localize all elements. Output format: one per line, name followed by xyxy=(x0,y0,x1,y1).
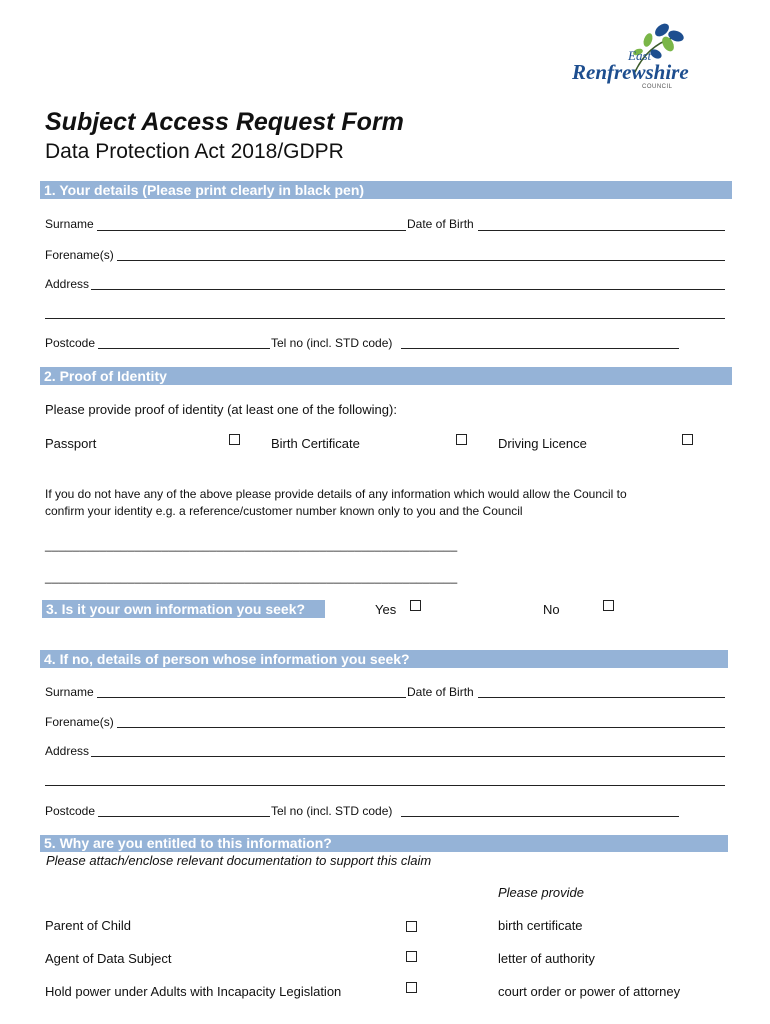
proof-intro: Please provide proof of identity (at least one of the following): xyxy=(45,402,397,417)
own-info-no-checkbox[interactable] xyxy=(603,600,614,611)
own-info-yes-label: Yes xyxy=(375,602,397,617)
alt-id-blank-2[interactable]: ____________________________________________________________ xyxy=(45,570,458,584)
please-provide-heading: Please provide xyxy=(498,885,584,900)
postcode-label: Postcode xyxy=(45,336,96,350)
other-postcode-field[interactable] xyxy=(98,816,270,817)
parent-of-child-label: Parent of Child xyxy=(45,918,131,933)
surname-label: Surname xyxy=(45,217,94,231)
other-forenames-field[interactable] xyxy=(117,727,725,728)
other-address-field-2[interactable] xyxy=(45,785,725,786)
section5-heading: 5. Why are you entitled to this information? xyxy=(40,835,728,852)
parent-of-child-checkbox[interactable] xyxy=(406,921,417,932)
other-postcode-label: Postcode xyxy=(45,804,96,818)
own-info-yes-checkbox[interactable] xyxy=(410,600,421,611)
postcode-field[interactable] xyxy=(98,348,270,349)
driving-licence-checkbox[interactable] xyxy=(682,434,693,445)
alt-id-text-2: confirm your identity e.g. a reference/customer number known only to you and the Council xyxy=(45,504,523,518)
dob-field[interactable] xyxy=(478,230,725,231)
birth-certificate-checkbox[interactable] xyxy=(456,434,467,445)
agent-provide: letter of authority xyxy=(498,951,595,966)
alt-id-blank-1[interactable]: ____________________________________________________________ xyxy=(45,538,458,552)
council-logo xyxy=(572,14,694,104)
other-surname-label: Surname xyxy=(45,685,94,699)
parent-of-child-provide: birth certificate xyxy=(498,918,583,933)
surname-field[interactable] xyxy=(97,230,406,231)
section1-heading: 1. Your details (Please print clearly in black pen) xyxy=(40,181,732,199)
birth-certificate-label: Birth Certificate xyxy=(271,436,360,451)
address-field-2[interactable] xyxy=(45,318,725,319)
forenames-label: Forename(s) xyxy=(45,248,114,262)
incapacity-label: Hold power under Adults with Incapacity Legislation xyxy=(45,984,342,999)
logo-council: COUNCIL xyxy=(642,84,673,90)
other-address-label: Address xyxy=(45,744,90,758)
address-label: Address xyxy=(45,277,90,291)
form-title: Subject Access Request Form xyxy=(45,108,404,136)
agent-label: Agent of Data Subject xyxy=(45,951,172,966)
other-dob-field[interactable] xyxy=(478,697,725,698)
logo-east: East xyxy=(628,48,652,63)
passport-checkbox[interactable] xyxy=(229,434,240,445)
other-tel-label: Tel no (incl. STD code) xyxy=(271,804,393,818)
section2-heading: 2. Proof of Identity xyxy=(40,367,732,385)
section3-heading: 3. Is it your own information you seek? xyxy=(42,600,325,618)
other-tel-field[interactable] xyxy=(401,816,679,817)
tel-field[interactable] xyxy=(401,348,679,349)
other-address-field[interactable] xyxy=(91,756,725,757)
section5-note: Please attach/enclose relevant documentation to support this claim xyxy=(46,853,432,868)
own-info-no-label: No xyxy=(543,602,560,617)
agent-checkbox[interactable] xyxy=(406,951,417,962)
logo-renfrewshire: Renfrewshire xyxy=(572,60,689,84)
address-field[interactable] xyxy=(91,289,725,290)
form-subtitle: Data Protection Act 2018/GDPR xyxy=(45,140,344,163)
other-forenames-label: Forename(s) xyxy=(45,715,114,729)
section4-heading: 4. If no, details of person whose information you seek? xyxy=(40,650,728,668)
driving-licence-label: Driving Licence xyxy=(498,436,587,451)
other-surname-field[interactable] xyxy=(97,697,406,698)
alt-id-text-1: If you do not have any of the above please provide details of any information which would allow the Council to xyxy=(45,487,627,501)
passport-label: Passport xyxy=(45,436,97,451)
dob-label: Date of Birth xyxy=(407,217,474,231)
incapacity-checkbox[interactable] xyxy=(406,982,417,993)
tel-label: Tel no (incl. STD code) xyxy=(271,336,393,350)
forenames-field[interactable] xyxy=(117,260,725,261)
other-dob-label: Date of Birth xyxy=(407,685,474,699)
incapacity-provide: court order or power of attorney xyxy=(498,984,681,999)
